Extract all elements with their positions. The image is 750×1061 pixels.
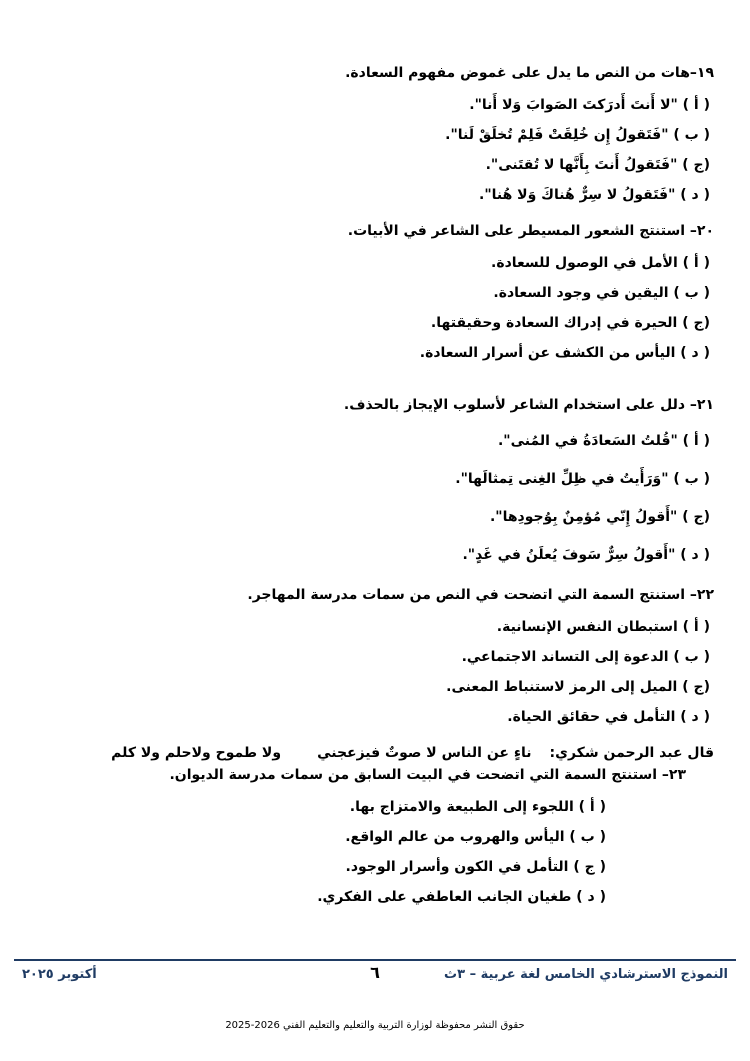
option-c[interactable]: (ج ) الحيرة في إدراك السعادة وحقيقتها. — [430, 315, 710, 331]
verse-first-hemistich: ناءٍ عن الناس لا صوتٌ فيزعجني — [317, 745, 532, 761]
options-list — [14, 90, 714, 210]
options-list — [14, 792, 714, 912]
option-b[interactable]: ( ب ) الدعوة إلى التساند الاجتماعي. — [461, 649, 710, 665]
verse-second-hemistich: ولا طموح ولاحلم ولا كلم — [111, 745, 282, 761]
exam-title: النموذج الاسترشادي الخامس لغة عربية – ٣ث — [444, 967, 728, 982]
option-c[interactable]: (ج ) "أَقولُ إِنّي مُؤمِنٌ بِوُجودِها". — [489, 509, 710, 525]
question-19 — [14, 62, 714, 210]
option-d[interactable]: ( د ) اليأس من الكشف عن أسرار السعادة. — [419, 345, 710, 361]
options-list — [14, 612, 714, 732]
option-d[interactable]: ( د ) التأمل في حقائق الحياة. — [507, 709, 710, 725]
exam-date: أكتوبر ٢٠٢٥ — [22, 967, 97, 982]
footer-divider — [14, 959, 736, 961]
option-d[interactable]: ( د ) طغيان الجانب العاطفي على الفكري. — [317, 889, 606, 905]
option-a[interactable]: ( أ ) "قُلتُ السَعادَةُ في المُنى". — [497, 433, 710, 449]
option-d[interactable]: ( د ) "أَقولُ سِرٌّ سَوفَ يُعلَنُ في غَدٍ". — [462, 547, 710, 563]
option-a[interactable]: ( أ ) اللجوء إلى الطبيعة والامتزاج بها. — [349, 799, 606, 815]
copyright-notice: حقوق النشر محفوظة لوزارة التربية والتعليم والتعليم الفني 2026-2025 — [225, 1020, 525, 1031]
exam-content — [14, 62, 714, 922]
option-a[interactable]: ( أ ) "لا أَنتَ أَدرَكتَ الصَوابَ وَلا أَنا". — [469, 97, 710, 113]
option-a[interactable]: ( أ ) الأمل في الوصول للسعادة. — [491, 255, 710, 271]
question-prompt: ٢٣– استنتج السمة التي اتضحت في البيت السابق من سمات مدرسة الديوان. — [169, 767, 686, 783]
option-c[interactable]: (ج ) "فَتَقولُ أَنتَ بِأَنَّها لا تُقتَنى". — [485, 157, 710, 173]
poem-speaker: قال عبد الرحمن شكري: — [549, 745, 714, 761]
question-22 — [14, 584, 714, 732]
option-b[interactable]: ( ب ) "وَرَأَيتُ في ظِلِّ الغِنى تِمثالَها". — [455, 471, 710, 487]
question-prompt: ٢٢– استنتج السمة التي اتضحت في النص من سمات مدرسة المهاجر. — [247, 587, 714, 603]
options-list — [14, 422, 714, 574]
question-20 — [14, 220, 714, 368]
option-a[interactable]: ( أ ) استبطان النفس الإنسانية. — [496, 619, 710, 635]
option-c[interactable]: (ج ) الميل إلى الرمز لاستنباط المعنى. — [446, 679, 710, 695]
question-prompt: ٢٠– استنتج الشعور المسيطر على الشاعر في الأبيات. — [347, 223, 714, 239]
option-b[interactable]: ( ب ) "فَتَقولُ إِن خُلِقَتْ فَلِمْ تُخلَقْ لَنا". — [445, 127, 710, 143]
page-footer — [22, 963, 728, 987]
question-21 — [14, 394, 714, 574]
option-c[interactable]: ( ج ) التأمل في الكون وأسرار الوجود. — [345, 859, 606, 875]
question-23 — [14, 742, 714, 912]
question-prompt: ٢١– دلل على استخدام الشاعر لأسلوب الإيجاز بالحذف. — [343, 397, 714, 413]
page-number: ٦ — [370, 963, 380, 982]
option-b[interactable]: ( ب ) اليقين في وجود السعادة. — [493, 285, 710, 301]
option-d[interactable]: ( د ) "فَتَقولُ لا سِرٌّ هُناكَ وَلا هُنا". — [479, 187, 710, 203]
poem-intro — [14, 742, 714, 764]
question-prompt: ١٩–هات من النص ما يدل على غموض مفهوم السعادة. — [345, 65, 714, 81]
options-list — [14, 248, 714, 368]
option-b[interactable]: ( ب ) اليأس والهروب من عالم الواقع. — [345, 829, 606, 845]
